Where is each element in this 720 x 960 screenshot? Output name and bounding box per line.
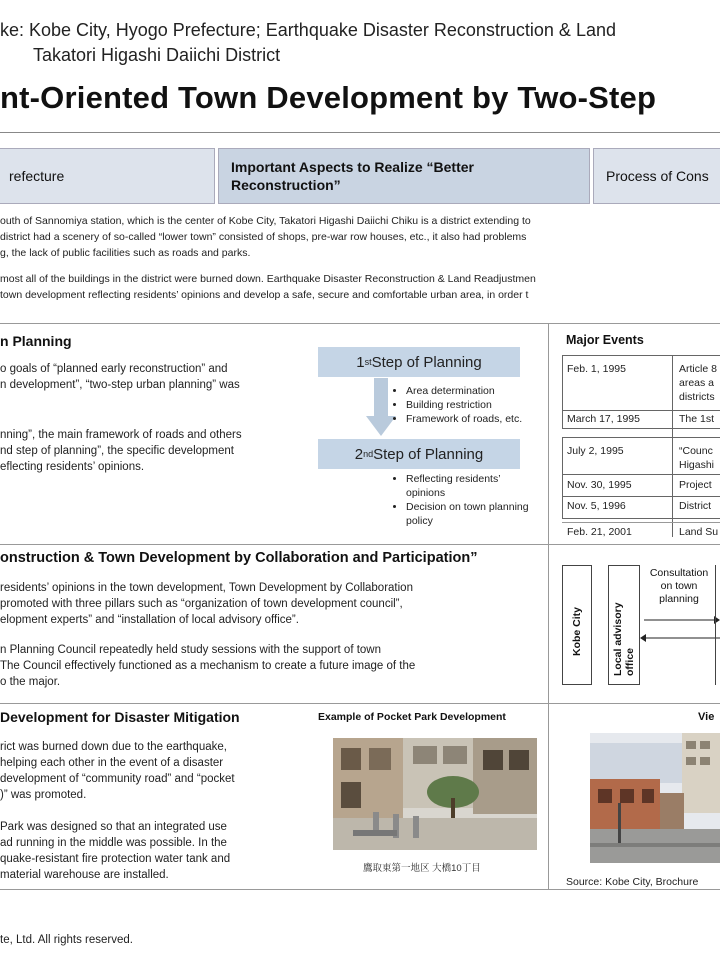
events-row-line	[562, 496, 720, 497]
street-view-photo	[590, 733, 720, 863]
planning-p2-line2: nd step of planning”, the specific development	[0, 445, 234, 457]
mitigation-p2-line3: quake-resistant fire protection water tank and	[0, 853, 231, 865]
event-desc: Higashi	[679, 459, 715, 471]
collab-p2-line2: The Council effectively functioned as a mechanism to create a future image of the	[0, 660, 416, 672]
event-date: March 17, 1995	[567, 413, 640, 425]
step1-box	[318, 347, 520, 377]
header-line-2: Takatori Higashi Daiichi District	[33, 45, 281, 65]
consultation-line2: on town	[660, 580, 698, 592]
source-note: Source: Kobe City, Brochure	[566, 876, 699, 888]
collab-p1-line1: residents’ opinions in the town development, Town Development by Collaboration	[0, 582, 413, 594]
step2-bullet: • Reflecting residents’ opinions	[406, 472, 534, 500]
mitigation-p1-line2: helping each other in the event of a disaster	[0, 757, 224, 769]
view-photo-title: Vie	[698, 711, 715, 723]
section-divider-3	[0, 703, 720, 704]
event-desc: “Counc	[679, 445, 713, 457]
step2-label: Step of Planning	[373, 445, 484, 463]
step1-bullet: • Building restriction	[406, 398, 522, 412]
consultation-line1: Consultation	[649, 567, 709, 579]
event-desc: areas a	[679, 377, 715, 389]
tab-process-label: Process of Cons	[606, 168, 709, 184]
header-line-1: ke: Kobe City, Hyogo Prefecture; Earthquake Disaster Reconstruction & Land	[0, 20, 616, 40]
mitigation-p2-line4: material warehouse are installed.	[0, 869, 169, 881]
events-row-line	[562, 474, 720, 475]
pocket-park-caption: 鷹取東第一地区 大橋10丁目	[363, 863, 481, 874]
collab-p1-line2: promoted with three pillars such as “organization of town development council”,	[0, 598, 403, 610]
planning-title: n Planning	[0, 333, 72, 349]
event-desc: The 1st	[679, 413, 715, 425]
planning-p1-line2: n development”, “two-step urban planning” was	[0, 379, 240, 391]
events-col-line	[672, 355, 673, 537]
tab-process[interactable]	[593, 148, 720, 204]
mitigation-p2-line1: Park was designed so that an integrated use	[0, 821, 227, 833]
tab-important-aspects[interactable]	[218, 148, 590, 204]
step2-box	[318, 439, 520, 469]
event-desc: Project	[679, 479, 712, 491]
mitigation-title: Development for Disaster Mitigation	[0, 709, 240, 725]
section-divider-1	[0, 323, 720, 324]
tab-prefecture-label: refecture	[9, 168, 65, 184]
column-divider	[548, 323, 549, 889]
copyright-footer: te, Ltd. All rights reserved.	[0, 934, 133, 946]
event-desc: Article 8	[679, 363, 717, 375]
intro-p1-line1: outh of Sannomiya station, which is the center of Kobe City, Takatori Higashi Daiichi Chiku is a district extending to	[0, 215, 531, 227]
step2-bullets	[394, 472, 534, 528]
section-divider-2	[0, 544, 720, 545]
pocket-park-photo	[333, 738, 537, 850]
events-row-line	[562, 410, 720, 411]
tab-important-aspects-line1: Important Aspects to Realize “Better	[231, 159, 474, 175]
tab-important-aspects-line2: Reconstruction”	[231, 177, 341, 193]
step2-bullet: • Decision on town planning policy	[406, 500, 534, 528]
section-divider-4	[0, 889, 720, 890]
intro-p2-line1: most all of the buildings in the district were burned down. Earthquake Disaster Reconstruction & Land Readjustmen	[0, 273, 536, 285]
step1-bullets	[394, 384, 522, 426]
intro-p2-line2: town development reflecting residents’ opinions and develop a safe, secure and comfortable urban area, in order t	[0, 289, 529, 301]
collab-p2-line3: o the major.	[0, 676, 61, 688]
collab-p1-line3: elopment experts” and “installation of local advisory office”.	[0, 614, 299, 626]
mitigation-p1-line4: )” was promoted.	[0, 789, 87, 801]
mitigation-p1-line1: rict was burned down due to the earthquake,	[0, 741, 227, 753]
event-desc: District	[679, 500, 712, 512]
event-date: Nov. 5, 1996	[567, 500, 626, 512]
step1-suffix: st	[364, 357, 372, 367]
event-date: Nov. 30, 1995	[567, 479, 632, 491]
mitigation-p1-line3: development of “community road” and “pocket	[0, 773, 235, 785]
planning-p2-line1: nning”, the main framework of roads and others	[0, 429, 242, 441]
advisory-office-box	[608, 565, 640, 685]
tab-prefecture[interactable]	[0, 148, 215, 204]
step1-number: 1	[356, 353, 365, 371]
consultation-line3: planning	[659, 593, 699, 605]
event-date: Feb. 21, 2001	[567, 526, 632, 538]
step1-bullet: • Area determination	[406, 384, 522, 398]
planning-p2-line3: eflecting residents’ opinions.	[0, 461, 145, 473]
title-divider	[0, 132, 720, 133]
event-date: Feb. 1, 1995	[567, 363, 626, 375]
step2-suffix: nd	[363, 449, 374, 459]
diagram-right-box	[715, 565, 720, 685]
kobe-city-box	[562, 565, 592, 685]
mitigation-p2-line2: ad running in the middle was possible. In the	[0, 837, 227, 849]
event-desc: Land Su	[679, 526, 719, 538]
planning-p1-line1: o goals of “planned early reconstruction” and	[0, 363, 228, 375]
consultation-label	[642, 567, 716, 606]
consultation-arrows-icon	[640, 610, 720, 650]
events-row-line	[562, 522, 720, 523]
intro-p1-line2: district had a scenery of so-called “lower town” consisted of shops, pre-war row houses, etc., it also had problems	[0, 231, 527, 243]
events-title: Major Events	[566, 333, 644, 347]
event-date: July 2, 1995	[567, 445, 624, 457]
intro-p1-line3: g, the lack of public facilities such as roads and parks.	[0, 247, 251, 259]
step1-bullet: • Framework of roads, etc.	[406, 412, 522, 426]
page-title: nt-Oriented Town Development by Two-Step	[0, 80, 657, 115]
step1-label: Step of Planning	[371, 353, 482, 371]
collab-title: onstruction & Town Development by Collaboration and Participation”	[0, 550, 478, 566]
kobe-city-label: Kobe City	[571, 606, 583, 656]
collab-p2-line1: n Planning Council repeatedly held study sessions with the support of town	[0, 644, 382, 656]
pocket-park-photo-title: Example of Pocket Park Development	[318, 711, 506, 723]
event-desc: districts	[679, 391, 715, 403]
advisory-office-label: Local advisory office	[612, 602, 636, 676]
step2-number: 2	[354, 445, 364, 463]
